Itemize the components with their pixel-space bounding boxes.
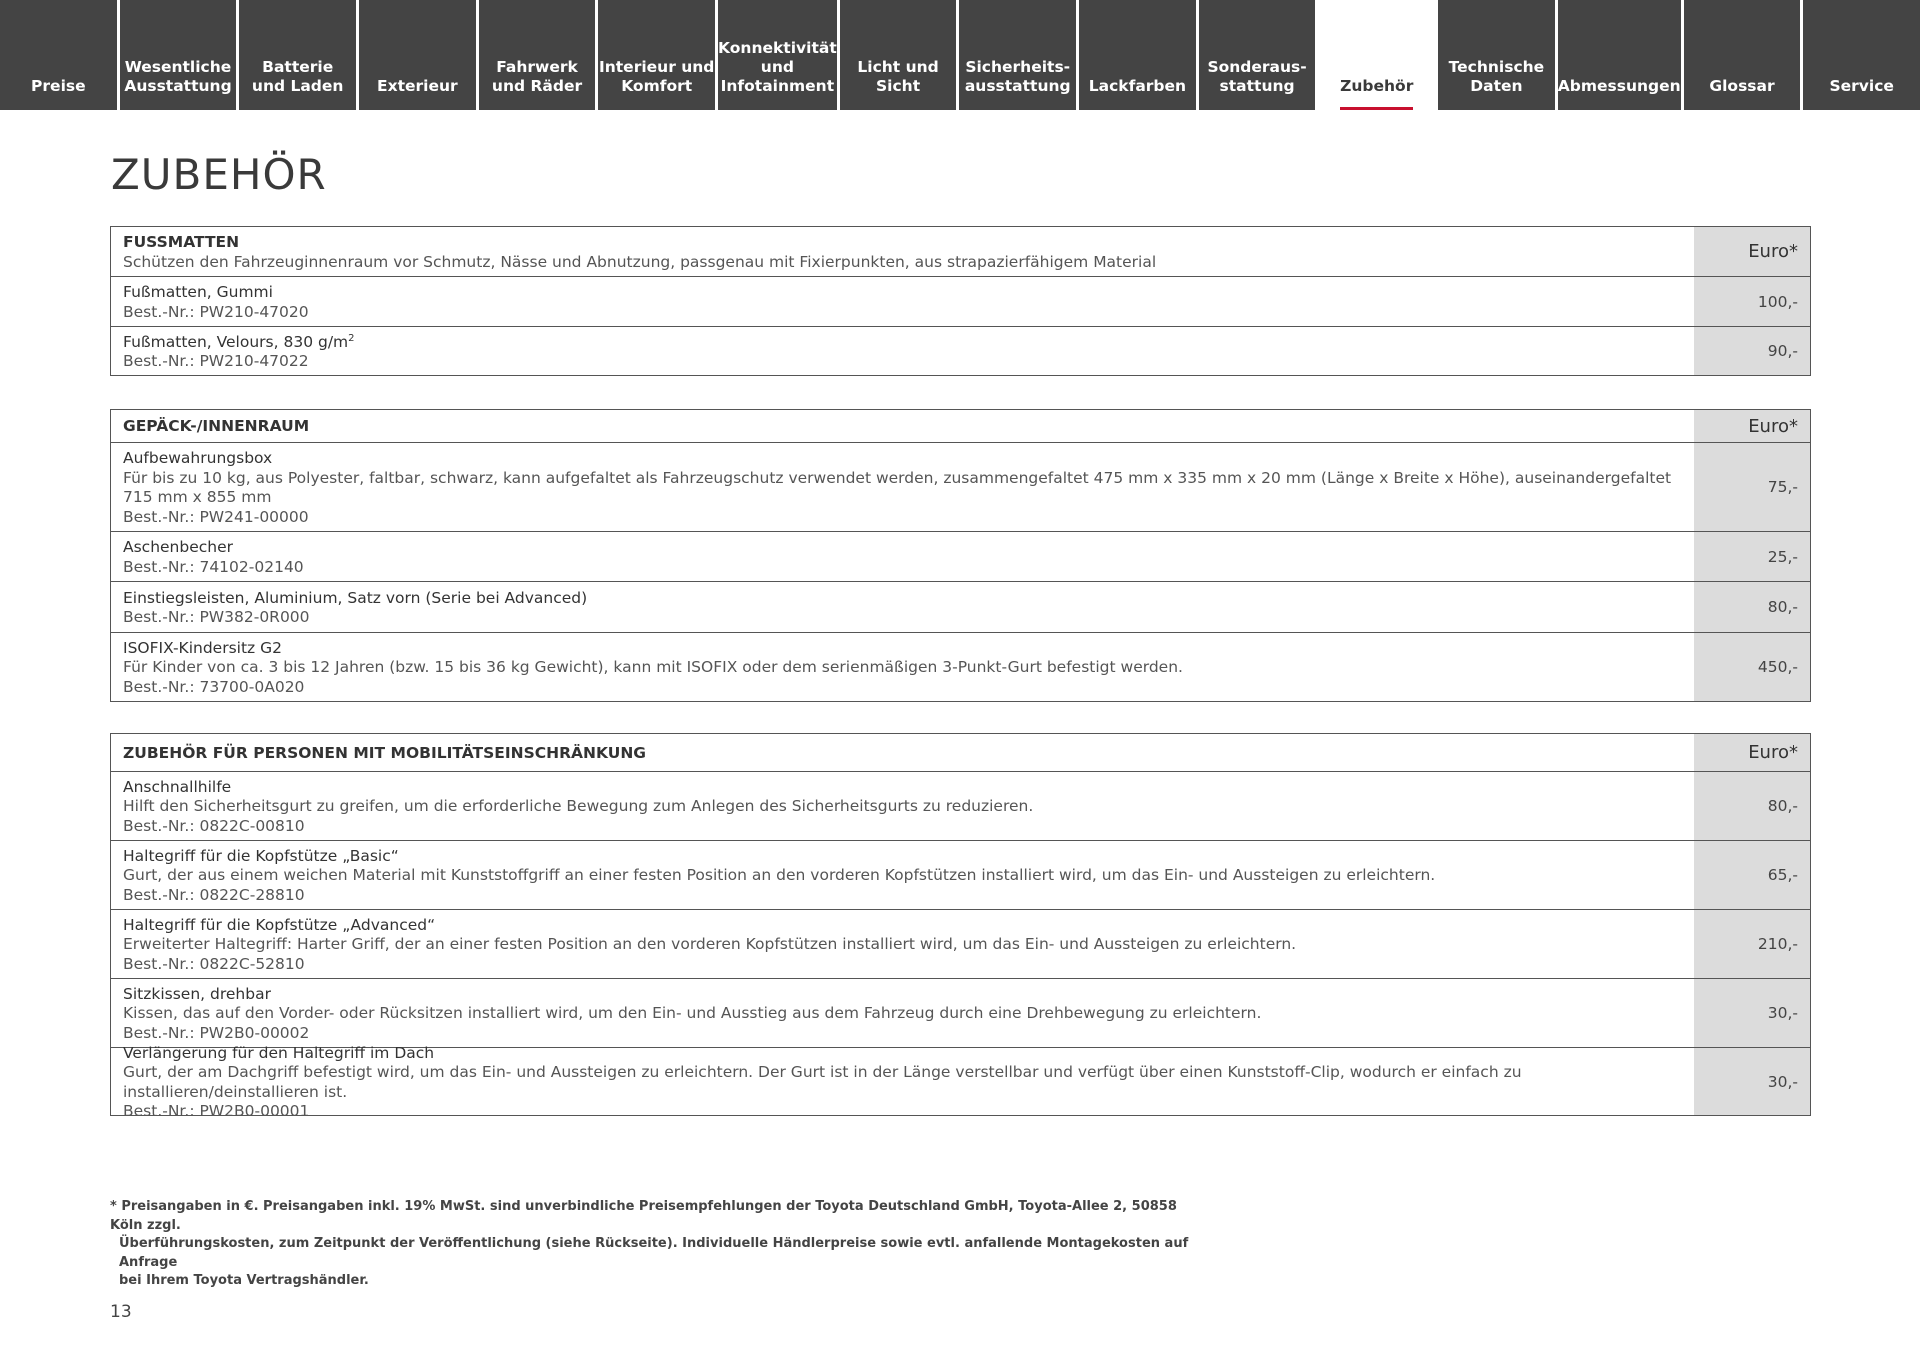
nav-tab-label: Konnektivität und Infotainment [718,39,837,95]
item-price: 80,- [1694,582,1810,632]
table-row [111,633,1810,701]
nav-tab-service[interactable] [1803,0,1920,110]
item-description [111,633,1694,701]
item-title: ISOFIX-Kindersitz G2 [123,638,282,657]
footnote-line: Überführungskosten, zum Zeitpunkt der Veröffentlichung (siehe Rückseite). Individuelle Händlerpreise sowie evtl. anfallende Montagekosten auf Anfrage [119,1236,1189,1270]
price-header: Euro* [1694,227,1810,276]
nav-tab-lackfarben[interactable] [1079,0,1196,110]
superscript: 2 [348,332,355,344]
item-title: Haltegriff für die Kopfstütze „Basic“ [123,846,399,865]
section-header [111,410,1694,442]
nav-tab-label: Exterieur [377,77,458,95]
item-detail: Erweiterter Haltegriff: Harter Griff, der an einer festen Position an den vorderen Kopfstützen installiert wird, um das Ein- und Aussteigen zu erleichtern. [123,935,1297,954]
item-title: Haltegriff für die Kopfstütze „Advanced“ [123,915,436,934]
footnote-line: bei Ihrem Toyota Vertragshändler. [119,1273,369,1288]
nav-tab-sicherheitsausstattung[interactable] [959,0,1076,110]
table-row [111,772,1810,841]
table-row [111,910,1810,979]
item-title-wrap [123,333,1682,353]
item-price: 75,- [1694,443,1810,531]
section-header [111,227,1694,276]
item-price: 210,- [1694,910,1810,978]
item-title: Aschenbecher [123,538,234,556]
item-description [111,582,1694,632]
table-header-row [111,734,1810,772]
item-price: 30,- [1694,1048,1810,1115]
nav-tab-sonderausstattung[interactable] [1199,0,1316,110]
item-description [111,1043,1694,1120]
item-title: Fußmatten, Gummi [123,283,273,301]
nav-tab-licht-und-sicht[interactable] [840,0,957,110]
nav-tab-label: Service [1829,77,1894,95]
nav-tab-label: Zubehör [1340,77,1414,95]
table-row [111,532,1810,582]
order-number: Best.-Nr.: PW241-00000 [123,507,309,526]
item-description [111,532,1694,581]
nav-tab-abmessungen[interactable] [1558,0,1681,110]
table-header-row [111,410,1810,443]
item-title: Fußmatten, Velours, 830 g/m [123,332,349,351]
section-subtitle: Schützen den Fahrzeuginnenraum vor Schmutz, Nässe und Abnutzung, passgenau mit Fixierpunkten, aus strapazierfähigem Material [123,252,1157,271]
table-row [111,979,1810,1048]
item-detail: Gurt, der am Dachgriff befestigt wird, um das Ein- und Aussteigen zu erleichtern. Der Gurt ist in der Länge verstellbar und verfügt über einen Kunststoff-Clip, wodurch er einfach zu installieren/deinstallieren ist. [123,1063,1522,1101]
nav-tab-label: Preise [31,77,86,95]
table-row [111,1043,1810,1120]
item-price: 65,- [1694,841,1810,909]
nav-tab-label: Wesentliche Ausstattung [124,58,232,95]
price-header: Euro* [1694,410,1810,442]
item-description [111,910,1694,978]
nav-tab-label: Glossar [1709,77,1775,95]
nav-tab-technische-daten[interactable] [1438,0,1555,110]
item-title: Verlängerung für den Haltegriff im Dach [123,1043,435,1062]
price-table-fussmatten [110,226,1811,376]
item-detail: Für Kinder von ca. 3 bis 12 Jahren (bzw. 15 bis 36 kg Gewicht), kann mit ISOFIX oder dem serienmäßigen 3-Punkt-Gurt befestigt werden. [123,658,1183,677]
nav-tab-konnektivitaet[interactable] [718,0,837,110]
item-title: Aufbewahrungsbox [123,449,273,467]
page-title: ZUBEHÖR [111,150,327,199]
item-title: Einstiegsleisten, Aluminium, Satz vorn (Serie bei Advanced) [123,588,588,607]
order-number: Best.-Nr.: PW210-47022 [123,352,309,370]
nav-tab-label: Batterie und Laden [251,58,344,95]
order-number: Best.-Nr.: PW382-0R000 [123,608,310,626]
section-header [111,734,1694,771]
order-number: Best.-Nr.: 0822C-28810 [123,885,305,904]
item-detail: Gurt, der aus einem weichen Material mit Kunststoffgriff an einer festen Position an den vorderen Kopfstützen installiert wird, um das Ein- und Aussteigen zu erleichtern. [123,866,1436,885]
section-title: FUSSMATTEN [123,233,240,251]
nav-tab-exterieur[interactable] [359,0,476,110]
item-description [111,327,1694,375]
item-price: 100,- [1694,277,1810,326]
item-detail: Kissen, das auf den Vorder- oder Rücksitzen installiert wird, um den Ein- und Ausstieg aus dem Fahrzeug durch eine Drehbewegung zu erleichtern. [123,1004,1262,1023]
item-price: 30,- [1694,979,1810,1047]
item-description [111,277,1694,326]
order-number: Best.-Nr.: 73700-0A020 [123,677,305,696]
table-row [111,277,1810,327]
order-number: Best.-Nr.: PW210-47020 [123,302,309,321]
order-number: Best.-Nr.: PW2B0-00001 [123,1102,310,1120]
price-footnote [110,1198,1210,1291]
price-header: Euro* [1694,734,1810,771]
item-description [111,979,1694,1047]
nav-tab-preise[interactable] [0,0,117,110]
nav-tab-label: Interieur und Komfort [598,58,715,95]
item-title: Anschnallhilfe [123,777,232,796]
order-number: Best.-Nr.: PW2B0-00002 [123,1023,310,1042]
nav-tab-label: Licht und Sicht [857,58,939,95]
nav-tab-label: Sicherheits- ausstattung [964,58,1071,95]
order-number: Best.-Nr.: 0822C-00810 [123,816,305,835]
item-price: 80,- [1694,772,1810,840]
footnote-line: * Preisangaben in €. Preisangaben inkl. 19% MwSt. sind unverbindliche Preisempfehlungen der Toyota Deutschland GmbH, Toyota-Allee 2, 50858 Köln zzgl. [110,1199,1177,1233]
order-number: Best.-Nr.: 0822C-52810 [123,954,305,973]
item-description [111,841,1694,909]
top-navigation [0,0,1920,110]
section-title: ZUBEHÖR FÜR PERSONEN MIT MOBILITÄTSEINSCHRÄNKUNG [123,743,647,762]
item-price: 25,- [1694,532,1810,581]
price-table-mobilitaet [110,733,1811,1120]
nav-tab-fahrwerk-und-raeder[interactable] [479,0,596,110]
item-description [111,443,1694,531]
nav-tab-label: Sonderaus- stattung [1207,58,1307,95]
item-detail: Hilft den Sicherheitsgurt zu greifen, um die erforderliche Bewegung zum Anlegen des Sicherheitsgurts zu reduzieren. [123,797,1034,816]
section-title: GEPÄCK-/INNENRAUM [123,417,310,436]
nav-tab-label: Technische Daten [1448,58,1545,95]
nav-tab-wesentliche-ausstattung[interactable] [120,0,237,110]
item-detail: 715 mm x 855 mm [123,488,272,506]
nav-tab-zubehoer[interactable] [1318,0,1435,110]
page-number: 13 [110,1302,132,1322]
nav-tab-label: Abmessungen [1557,77,1681,95]
nav-tab-interieur-und-komfort[interactable] [598,0,715,110]
nav-tab-glossar[interactable] [1684,0,1801,110]
order-number: Best.-Nr.: 74102-02140 [123,557,304,576]
table-row [111,327,1810,375]
nav-tab-label: Lackfarben [1088,77,1187,95]
table-row [111,582,1810,633]
item-title: Sitzkissen, drehbar [123,984,271,1003]
item-detail: Für bis zu 10 kg, aus Polyester, faltbar, schwarz, kann aufgefaltet als Fahrzeugschutz verwendet werden, zusammengefaltet 475 mm x 335 mm x 20 mm (Länge x Breite x Höhe), auseinandergefaltet [123,468,1672,487]
nav-tab-label: Fahrwerk und Räder [491,58,583,95]
table-header-row [111,227,1810,277]
nav-tab-batterie-und-laden[interactable] [239,0,356,110]
item-price: 90,- [1694,327,1810,375]
item-price: 450,- [1694,633,1810,701]
item-description [111,772,1694,840]
price-table-gepaeck-innenraum [110,409,1811,702]
table-row [111,841,1810,910]
table-row [111,443,1810,532]
